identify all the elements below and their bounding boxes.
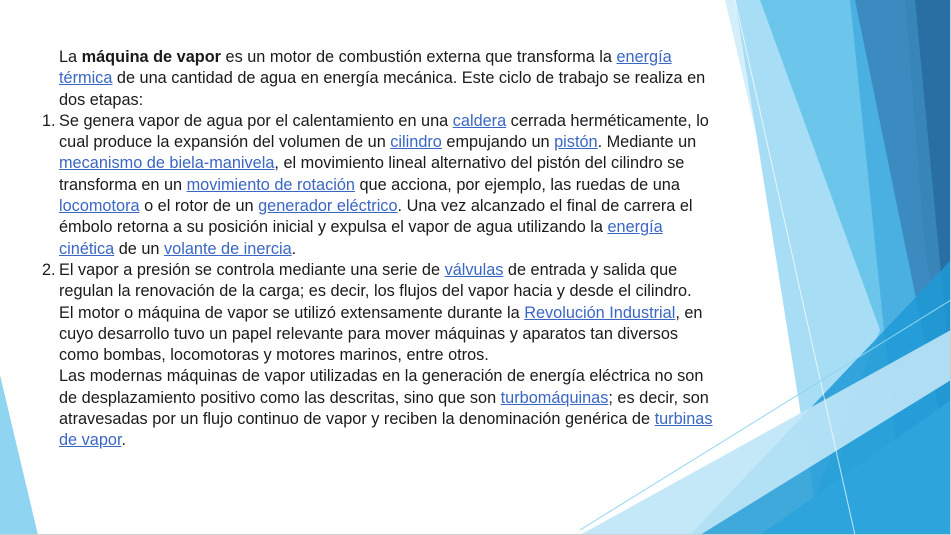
history-paragraph: [59, 303, 719, 367]
item-text: de entrada y salida que regulan la renovación de la carga; es decir, los flujos del vapor hacia y desde el cilindro.: [59, 260, 692, 301]
item-text: . Mediante un: [597, 133, 697, 152]
link-locomotora[interactable]: locomotora: [59, 197, 140, 216]
link-piston[interactable]: pistón: [554, 133, 598, 152]
item-text: de un: [114, 239, 165, 258]
paragraph-text: , en cuyo desarrollo tuvo un papel relevante para mover máquinas y aparatos tan diversos como bombas, locomotoras y motores marinos, entre otros.: [59, 303, 703, 365]
intro-text: La: [59, 48, 82, 66]
link-energia-cinetica[interactable]: energía cinética: [59, 218, 663, 258]
item-text: cerrada herméticamente, lo cual produce la expansión del volumen de un: [59, 111, 709, 152]
left-corner-triangle: [0, 375, 38, 535]
link-energia-termica[interactable]: energía térmica: [59, 48, 672, 88]
link-caldera[interactable]: caldera: [452, 111, 507, 130]
paragraph-text: El motor o máquina de vapor se utilizó extensamente durante la: [59, 303, 525, 322]
intro-text: de una cantidad de agua en energía mecánica. Este ciclo de trabajo se realiza en dos etapas:: [59, 69, 706, 109]
item-text: que acciona, por ejemplo, las ruedas de una: [354, 175, 680, 194]
link-cilindro[interactable]: cilindro: [390, 133, 442, 152]
text-body: [42, 47, 719, 452]
list-item-1: [42, 111, 719, 260]
paragraph-text: .: [121, 431, 126, 450]
link-turbinas-vapor[interactable]: turbinas de vapor: [59, 410, 713, 450]
list-item-2: [42, 260, 719, 303]
item-text: empujando un: [441, 133, 555, 152]
intro-paragraph: [59, 47, 719, 111]
item-text: Se genera vapor de agua por el calentamiento en una: [59, 111, 453, 130]
paragraph-text: Las modernas máquinas de vapor utilizadas en la generación de energía eléctrica no son de desplazamiento positivo como las descritas, sino que son: [59, 367, 704, 407]
intro-text: es un motor de combustión externa que transforma la: [220, 48, 617, 66]
modern-paragraph: [59, 366, 719, 451]
link-generador-electrico[interactable]: generador eléctrico: [258, 197, 398, 216]
link-valvulas[interactable]: válvulas: [444, 260, 504, 279]
item-text: El vapor a presión se controla mediante una serie de: [59, 260, 445, 279]
term-steam-engine: máquina de vapor: [81, 48, 221, 66]
link-movimiento-rotacion[interactable]: movimiento de rotación: [186, 175, 355, 194]
item-text: .: [291, 239, 297, 258]
item-text: . Una vez alcanzado el final de carrera el émbolo retorna a su posición inicial y expulsa el vapor de agua utilizando la: [59, 197, 693, 237]
list-number: 2.: [42, 260, 56, 279]
link-volante-inercia[interactable]: volante de inercia: [164, 239, 292, 258]
paragraph-text: ; es decir, son atravesadas por un flujo continuo de vapor y reciben la denominación genérica de: [59, 388, 709, 429]
link-turbomaquinas[interactable]: turbomáquinas: [500, 388, 609, 407]
item-text: , el movimiento lineal alternativo del pistón del cilindro se transforma en un: [59, 154, 685, 194]
list-number: 1.: [42, 111, 56, 130]
item-text: o el rotor de un: [139, 197, 259, 216]
link-biela-manivela[interactable]: mecanismo de biela-manivela: [59, 154, 275, 173]
link-revolucion-industrial[interactable]: Revolución Industrial: [524, 303, 676, 322]
